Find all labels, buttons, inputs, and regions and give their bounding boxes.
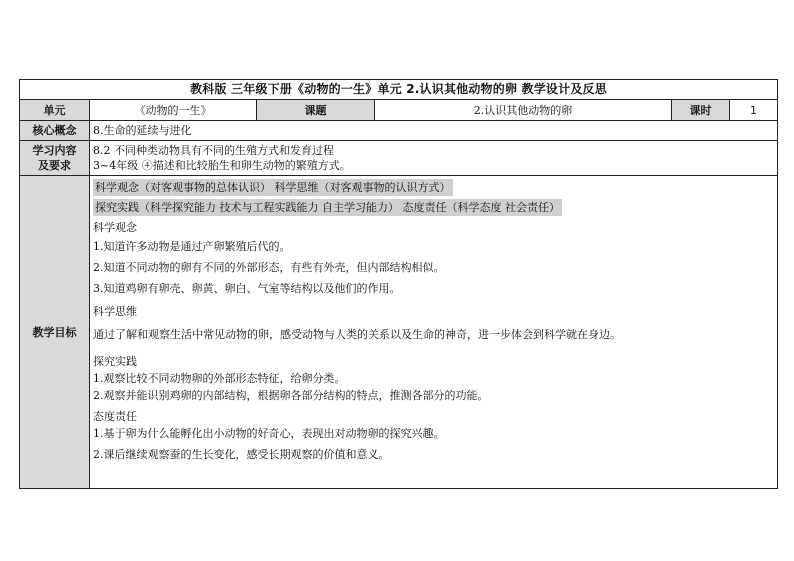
hours-label: 课时 bbox=[672, 100, 730, 121]
unit-label: 单元 bbox=[20, 100, 90, 121]
goal-line: 1.观察比较不同动物卵的外部形态特征，给卵分类。 bbox=[93, 372, 346, 385]
lesson-plan-document bbox=[19, 79, 777, 489]
goal-line: 1.基于卵为什么能孵化出小动物的好奇心，表现出对动物卵的探究兴趣。 bbox=[93, 427, 445, 440]
requirements-label-line1: 学习内容 bbox=[32, 144, 77, 157]
goals-content bbox=[90, 176, 778, 489]
section-heading-science-concept: 科学观念 bbox=[93, 221, 137, 234]
section-heading-science-thinking: 科学思维 bbox=[93, 305, 137, 318]
core-literacy-banner-2: 探究实践（科学探究能力 技术与工程实践能力 自主学习能力） 态度责任（科学态度 社会责任） bbox=[95, 201, 560, 214]
goal-line: 通过了解和观察生活中常见动物的卵，感受动物与人类的关系以及生命的神奇，进一步体会到科学就在身边。 bbox=[93, 328, 621, 341]
section-heading-attitude-responsibility: 态度责任 bbox=[93, 410, 137, 423]
requirements-label bbox=[20, 141, 90, 176]
topic-value: 2.认识其他动物的卵 bbox=[375, 100, 672, 121]
requirements-line2: 3~4年级 ④描述和比较胎生和卵生动物的繁殖方式。 bbox=[93, 159, 351, 172]
hours-value: 1 bbox=[730, 100, 778, 121]
lesson-plan-table bbox=[19, 79, 778, 489]
requirements-line1: 8.2 不同种类动物具有不同的生殖方式和发育过程 bbox=[93, 144, 334, 157]
section-heading-inquiry-practice: 探究实践 bbox=[93, 355, 137, 368]
goal-line: 1.知道许多动物是通过产卵繁殖后代的。 bbox=[93, 240, 291, 253]
goal-line: 3.知道鸡卵有卵壳、卵黄、卵白、气室等结构以及他们的作用。 bbox=[93, 282, 401, 295]
unit-value: 《动物的一生》 bbox=[90, 100, 257, 121]
goal-line: 2.观察并能识别鸡卵的内部结构，根据卵各部分结构的特点，推测各部分的功能。 bbox=[93, 389, 489, 402]
core-concept-value: 8.生命的延续与进化 bbox=[90, 121, 778, 141]
goal-line: 2.课后继续观察蚕的生长变化，感受长期观察的价值和意义。 bbox=[93, 448, 390, 461]
requirements-label-line2: 及要求 bbox=[38, 159, 71, 172]
core-concept-label: 核心概念 bbox=[20, 121, 90, 141]
topic-label: 课题 bbox=[257, 100, 375, 121]
core-literacy-banner-1: 科学观念（对客观事物的总体认识） 科学思维（对客观事物的认识方式） bbox=[95, 181, 451, 194]
goals-label: 教学目标 bbox=[20, 176, 90, 489]
requirements-content bbox=[90, 141, 778, 176]
document-title: 教科版 三年级下册《动物的一生》单元 2.认识其他动物的卵 教学设计及反思 bbox=[20, 80, 778, 100]
goal-line: 2.知道不同动物的卵有不同的外部形态，有些有外壳，但内部结构相似。 bbox=[93, 261, 445, 274]
